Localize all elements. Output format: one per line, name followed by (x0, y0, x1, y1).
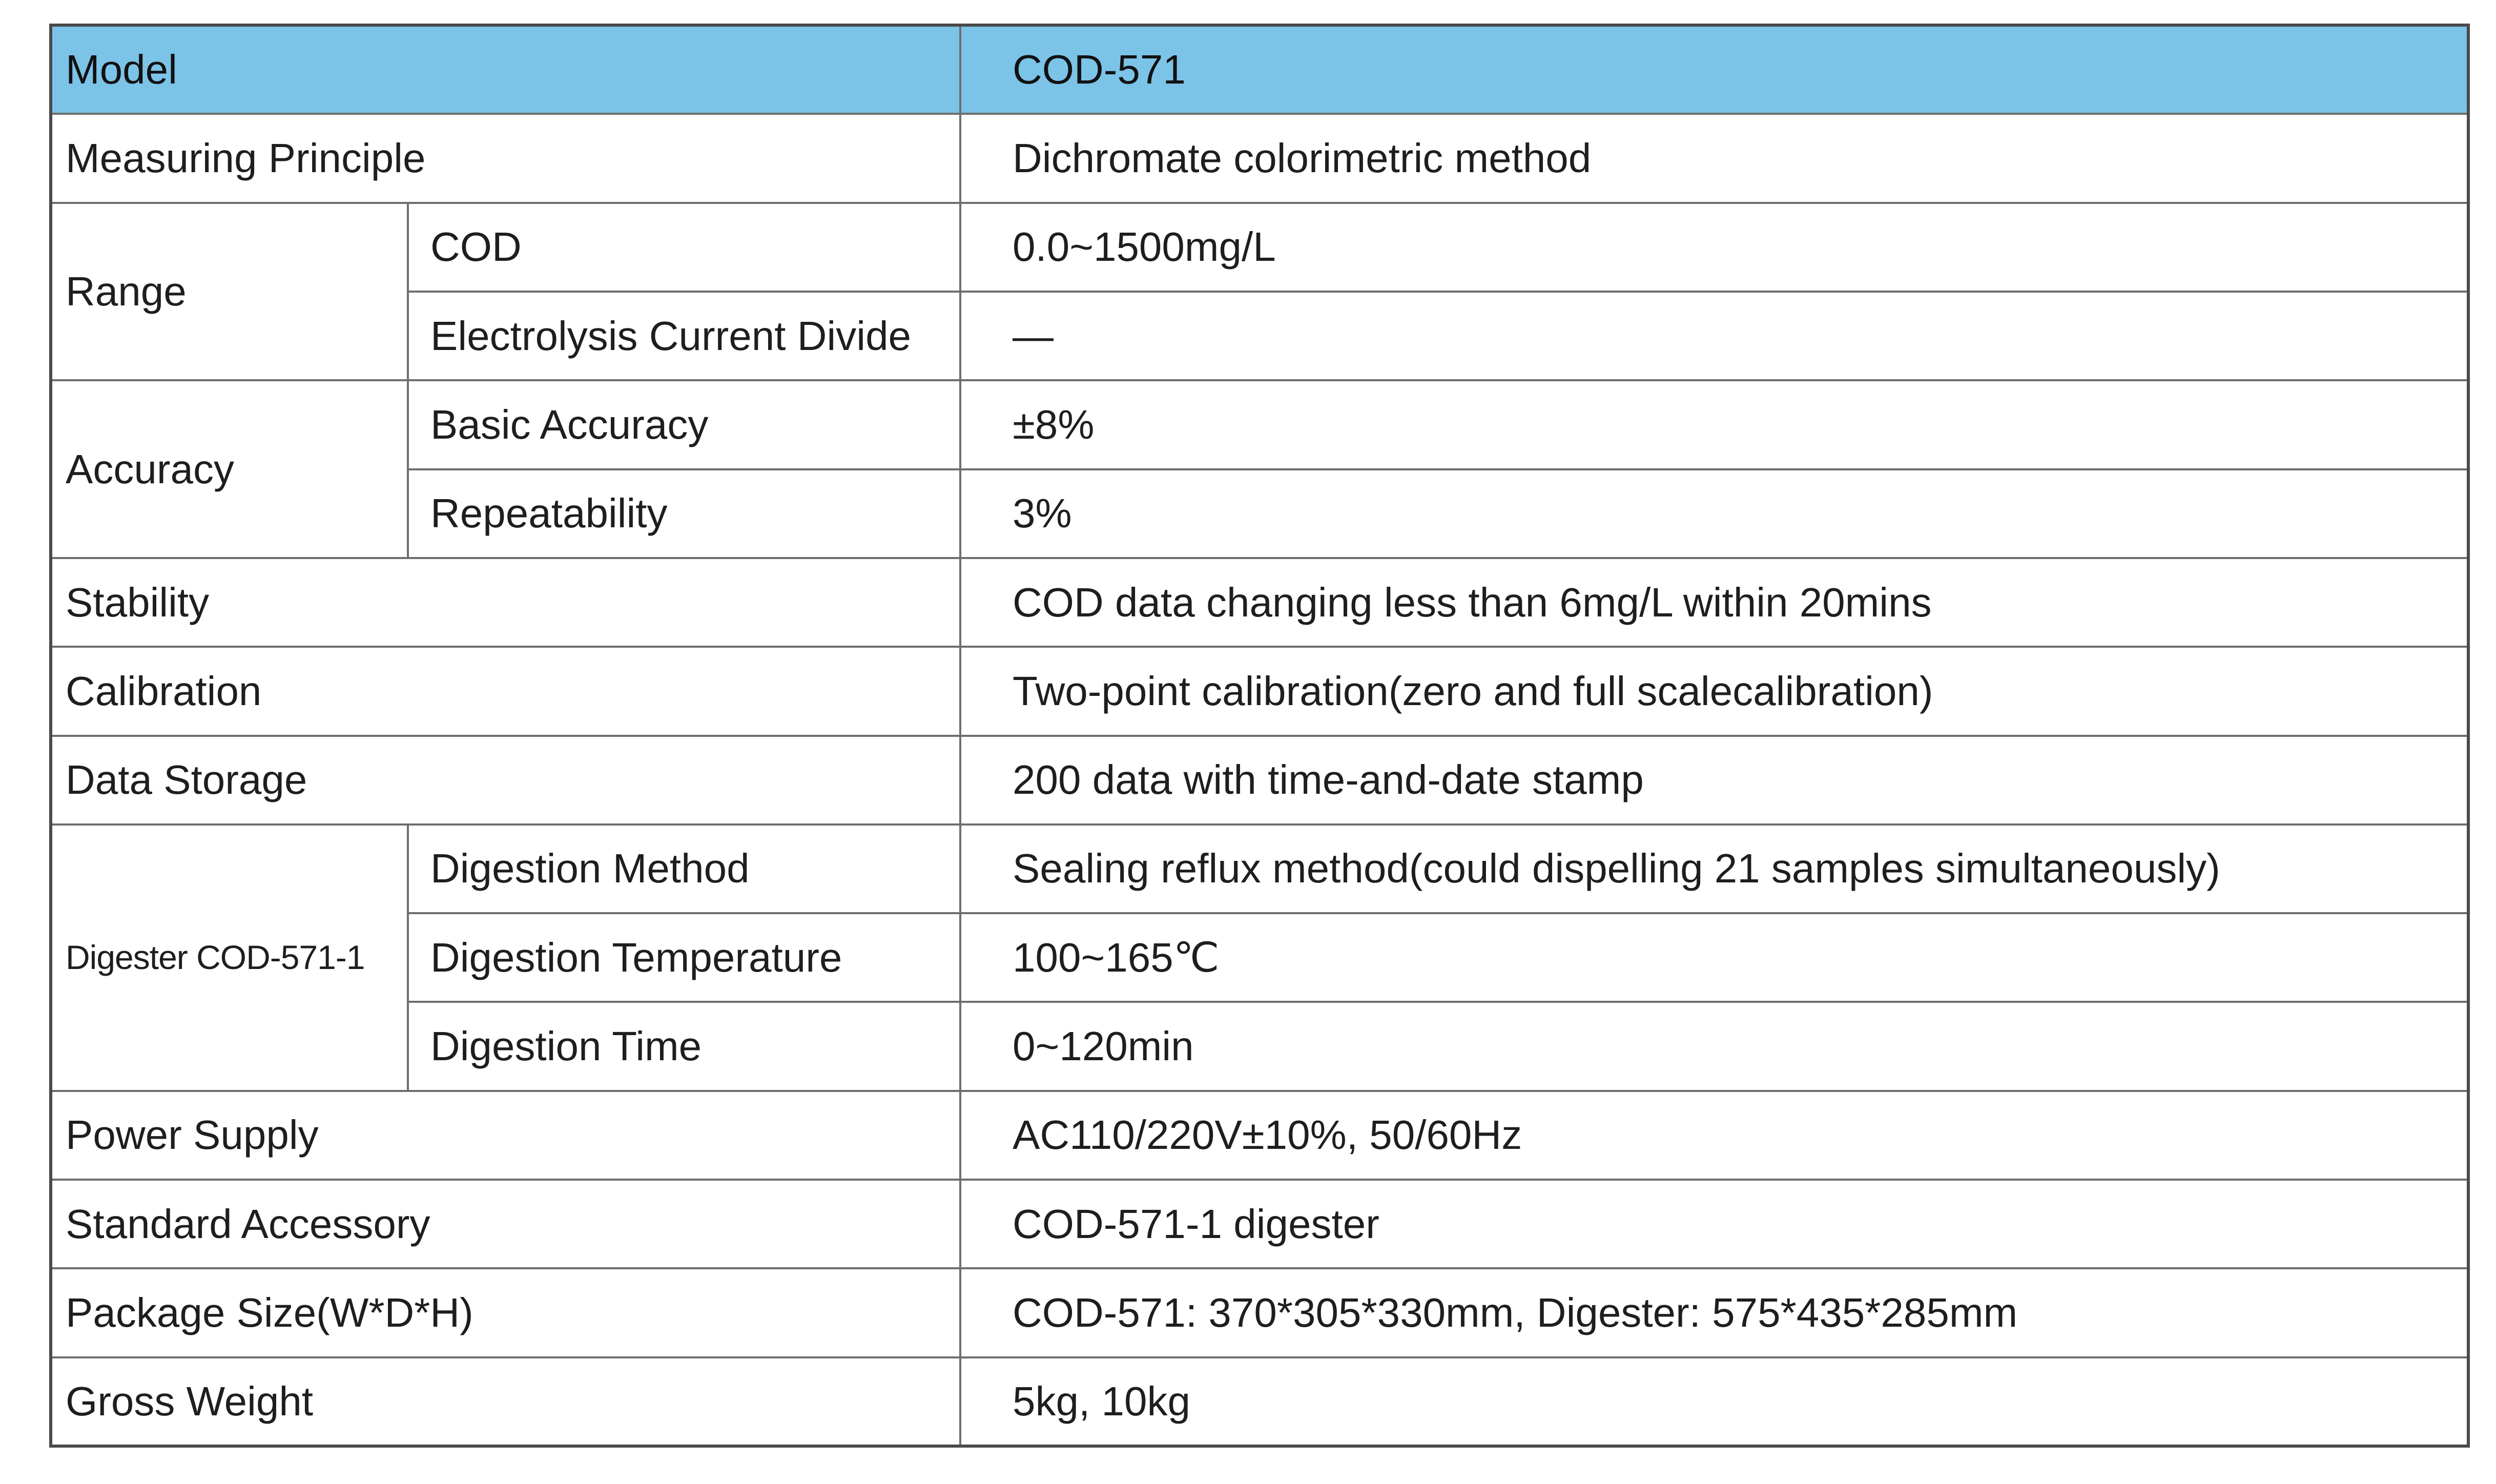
header-value: COD-571 (960, 25, 2468, 114)
row-label: Stability (51, 558, 960, 647)
table-row (51, 1357, 2468, 1446)
row-label: Standard Accessory (51, 1180, 960, 1268)
table-row (51, 736, 2468, 825)
sub-label: Electrolysis Current Divide (408, 292, 960, 380)
table-row (51, 203, 2468, 292)
row-value: — (960, 292, 2468, 380)
row-value: 0.0~1500mg/L (960, 203, 2468, 292)
row-value: Dichromate colorimetric method (960, 114, 2468, 202)
table-row (51, 469, 2468, 558)
table-row (51, 1268, 2468, 1357)
row-label: Data Storage (51, 736, 960, 825)
row-value: COD-571: 370*305*330mm, Digester: 575*435*285mm (960, 1268, 2468, 1357)
sub-label: COD (408, 203, 960, 292)
header-label: Model (51, 25, 960, 114)
table-row (51, 1091, 2468, 1180)
sub-label: Digestion Method (408, 825, 960, 913)
row-value: Two-point calibration(zero and full scalecalibration) (960, 647, 2468, 735)
row-value: ±8% (960, 380, 2468, 469)
sub-label: Basic Accuracy (408, 380, 960, 469)
row-value: 200 data with time-and-date stamp (960, 736, 2468, 825)
row-value: 0~120min (960, 1002, 2468, 1090)
table-row (51, 647, 2468, 735)
table-row (51, 825, 2468, 913)
spec-table (49, 24, 2470, 1448)
row-value: AC110/220V±10%, 50/60Hz (960, 1091, 2468, 1180)
row-label: Gross Weight (51, 1357, 960, 1446)
row-value: Sealing reflux method(could dispelling 21 samples simultaneously) (960, 825, 2468, 913)
row-label: Measuring Principle (51, 114, 960, 202)
table-row (51, 380, 2468, 469)
group-label: Accuracy (51, 380, 408, 558)
row-value: 3% (960, 469, 2468, 558)
table-row (51, 292, 2468, 380)
table-row (51, 114, 2468, 202)
table-row (51, 913, 2468, 1002)
row-label: Power Supply (51, 1091, 960, 1180)
table-header-row (51, 25, 2468, 114)
sub-label: Digestion Temperature (408, 913, 960, 1002)
row-value: 5kg, 10kg (960, 1357, 2468, 1446)
table-row (51, 558, 2468, 647)
row-value: COD-571-1 digester (960, 1180, 2468, 1268)
row-value: 100~165℃ (960, 913, 2468, 1002)
group-label: Range (51, 203, 408, 381)
table-row (51, 1180, 2468, 1268)
sub-label: Digestion Time (408, 1002, 960, 1090)
group-label: Digester COD-571-1 (51, 825, 408, 1091)
row-label: Package Size(W*D*H) (51, 1268, 960, 1357)
row-value: COD data changing less than 6mg/L within 20mins (960, 558, 2468, 647)
table-row (51, 1002, 2468, 1090)
sub-label: Repeatability (408, 469, 960, 558)
row-label: Calibration (51, 647, 960, 735)
